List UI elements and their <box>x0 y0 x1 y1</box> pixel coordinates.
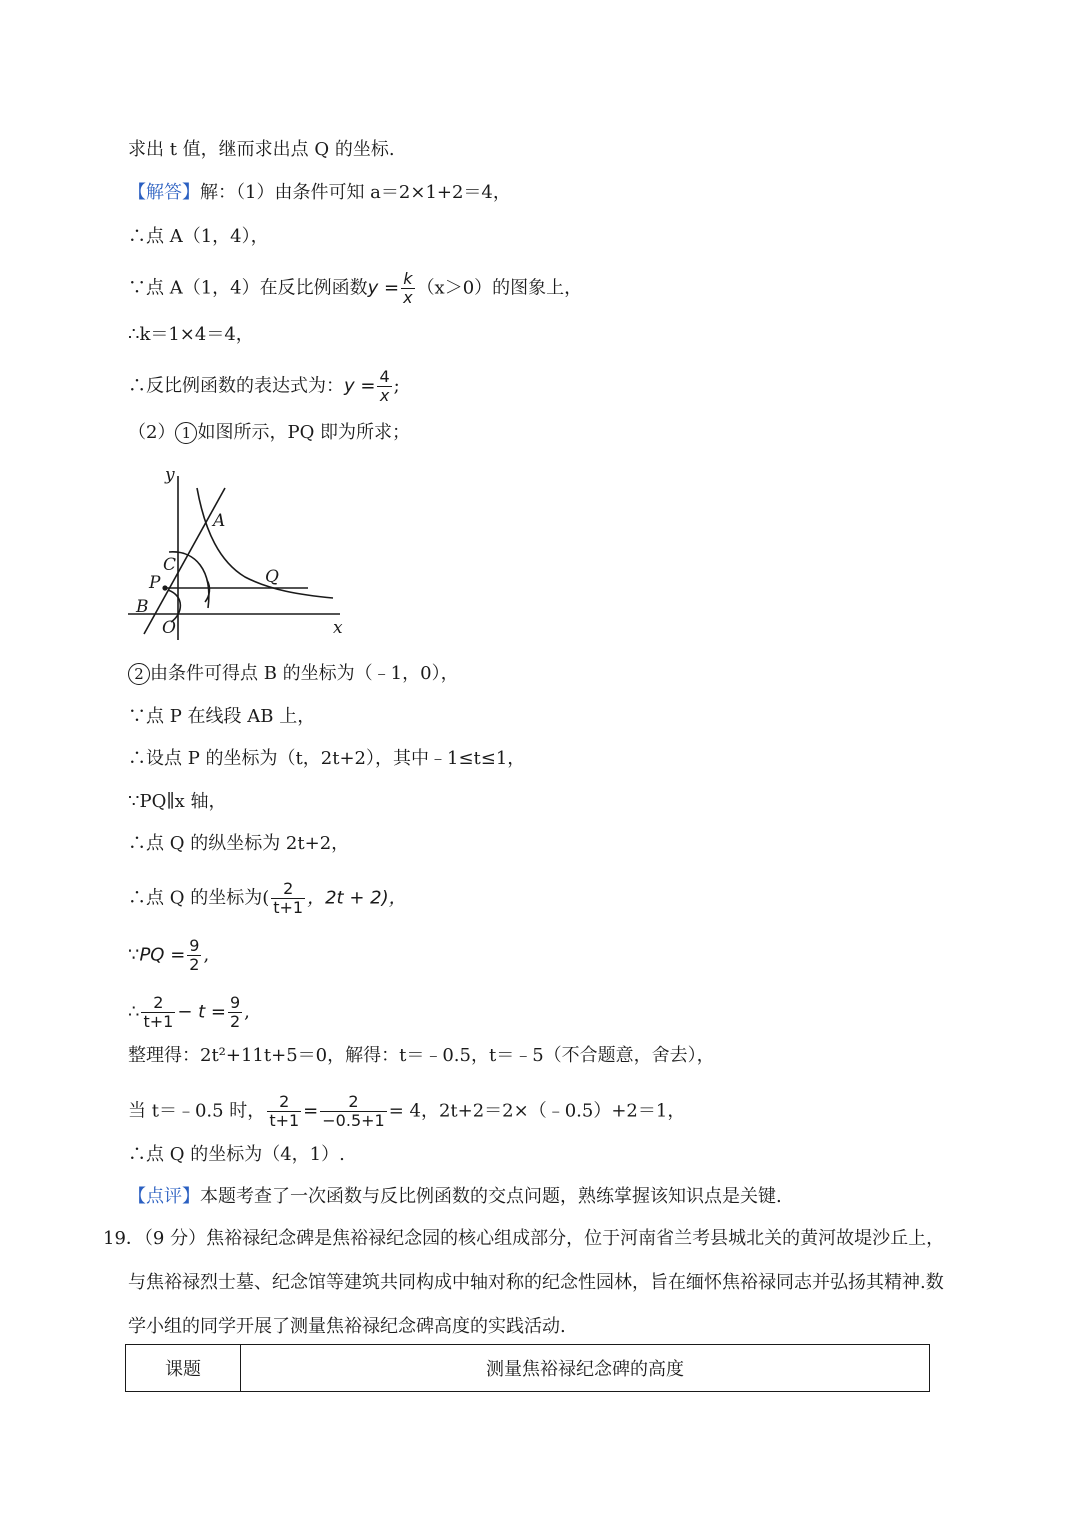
fraction <box>228 994 242 1031</box>
label-o: O <box>162 618 176 638</box>
text-span: , <box>203 944 210 966</box>
line-ab <box>144 488 225 634</box>
table-cell-label: 课题 <box>126 1345 241 1392</box>
x-label: x <box>333 618 343 638</box>
label-a: A <box>213 511 226 531</box>
text-line: ∵PQ∥x 轴， <box>128 791 227 812</box>
y-label: y <box>165 465 175 485</box>
text-line <box>128 661 459 687</box>
text-line <box>128 368 400 405</box>
label-b: B <box>136 597 149 617</box>
fraction-num: 9 <box>229 993 241 1012</box>
fraction-num: 9 <box>189 936 200 955</box>
fraction-num: 2 <box>267 1093 301 1112</box>
text-span: 解：（1）由条件可知 a＝2×1+2＝4， <box>200 182 511 203</box>
fraction-den: t+1 <box>143 1012 174 1031</box>
text-line <box>128 420 410 446</box>
label-c: C <box>163 555 177 575</box>
text-span: （2） <box>128 422 176 443</box>
question-line-3: 学小组的同学开展了测量焦裕禄纪念碑高度的实践活动. <box>128 1316 566 1337</box>
text-span: 当 t＝﹣0.5 时， <box>128 1100 266 1122</box>
text-span: （x＞0）的图象上， <box>416 277 583 299</box>
fraction-den: t+1 <box>269 1111 300 1130</box>
text-line <box>128 180 511 206</box>
text-span: 如图所示，PQ 即为所求； <box>197 422 411 443</box>
text-span: ∴ <box>128 1001 140 1023</box>
text-line: 整理得：2t²+11t+5＝0，解得：t＝﹣0.5，t＝﹣5（不合题意，舍去）， <box>128 1045 715 1066</box>
text-line: ∴设点 P 的坐标为（t，2t+2），其中﹣1≤t≤1， <box>128 748 526 769</box>
text-line: ∵点 P 在线段 AB 上， <box>128 706 316 727</box>
text-span: 由条件可得点 B 的坐标为（﹣1，0）， <box>150 663 459 684</box>
fraction-den: x <box>403 288 413 307</box>
text-line: 求出 t 值，继而求出点 Q 的坐标. <box>128 139 395 160</box>
fraction <box>267 1093 301 1130</box>
fraction-num: k <box>401 270 414 289</box>
math-text: ∵PQ = <box>128 944 186 966</box>
question-19 <box>103 1217 983 1349</box>
question-number: 19．（9 分） <box>103 1228 207 1249</box>
text-span: , <box>244 1001 250 1023</box>
fraction-num: 2 <box>141 994 175 1013</box>
fraction-num: 2 <box>320 1093 386 1112</box>
text-span: ∴点 Q 的坐标为( <box>128 887 270 909</box>
text-line <box>128 994 250 1031</box>
circled-number: 2 <box>128 663 150 685</box>
math-text: y = <box>344 375 376 397</box>
fraction-num: 2 <box>271 880 305 899</box>
text-line <box>128 1184 782 1210</box>
answer-tag: 【解答】 <box>128 182 200 203</box>
fraction <box>271 880 305 917</box>
text-line <box>128 880 407 917</box>
fraction <box>141 994 175 1031</box>
topic-table <box>125 1344 930 1392</box>
text-line <box>128 937 209 974</box>
text-span: ; <box>393 375 400 397</box>
circled-number: 1 <box>175 422 197 444</box>
math-text: y = <box>367 277 400 299</box>
text-line: ∴点 A（1，4）， <box>128 226 269 247</box>
fraction <box>401 270 414 307</box>
fraction <box>377 368 391 405</box>
review-tag: 【点评】 <box>128 1186 200 1207</box>
function-graph <box>125 462 355 642</box>
text-line: ∴点 Q 的纵坐标为 2t+2， <box>128 833 350 854</box>
label-p: P <box>149 573 161 593</box>
question-line-2: 与焦裕禄烈士墓、纪念馆等建筑共同构成中轴对称的纪念性园林，旨在缅怀焦裕禄同志并弘扬其精神.数 <box>128 1272 944 1293</box>
math-text: − t = <box>177 1001 226 1023</box>
fraction <box>320 1093 386 1130</box>
question-line-1 <box>103 1217 983 1261</box>
math-text: = <box>303 1100 319 1122</box>
text-span: 本题考查了一次函数与反比例函数的交点问题，熟练掌握该知识点是关键. <box>200 1186 782 1207</box>
math-text: ，2t + 2)， <box>307 887 407 909</box>
fraction-den: t+1 <box>273 898 304 917</box>
fraction-den: −0.5+1 <box>322 1111 385 1130</box>
fraction <box>187 937 201 974</box>
fraction-num: 4 <box>379 367 390 386</box>
point-p <box>162 585 167 590</box>
text-span: ∴反比例函数的表达式为： <box>128 375 344 397</box>
fraction-den: 2 <box>229 1012 241 1031</box>
text-span: = 4，2t+2＝2×（﹣0.5）+2＝1， <box>388 1100 686 1122</box>
text-line: ∴k＝1×4＝4， <box>128 324 254 345</box>
text-line <box>128 270 582 307</box>
label-q: Q <box>265 567 279 587</box>
fraction-den: x <box>379 386 390 405</box>
table-row <box>126 1345 930 1392</box>
fraction-den: 2 <box>189 955 200 974</box>
text-line <box>128 1093 685 1130</box>
text-line: ∴点 Q 的坐标为（4，1）. <box>128 1144 345 1165</box>
text-span: ∵点 A（1，4）在反比例函数 <box>128 277 368 299</box>
table-cell-value: 测量焦裕禄纪念碑的高度 <box>241 1345 930 1392</box>
question-text: 焦裕禄纪念碑是焦裕禄纪念园的核心组成部分，位于河南省兰考县城北关的黄河故堤沙丘上， <box>206 1228 945 1249</box>
